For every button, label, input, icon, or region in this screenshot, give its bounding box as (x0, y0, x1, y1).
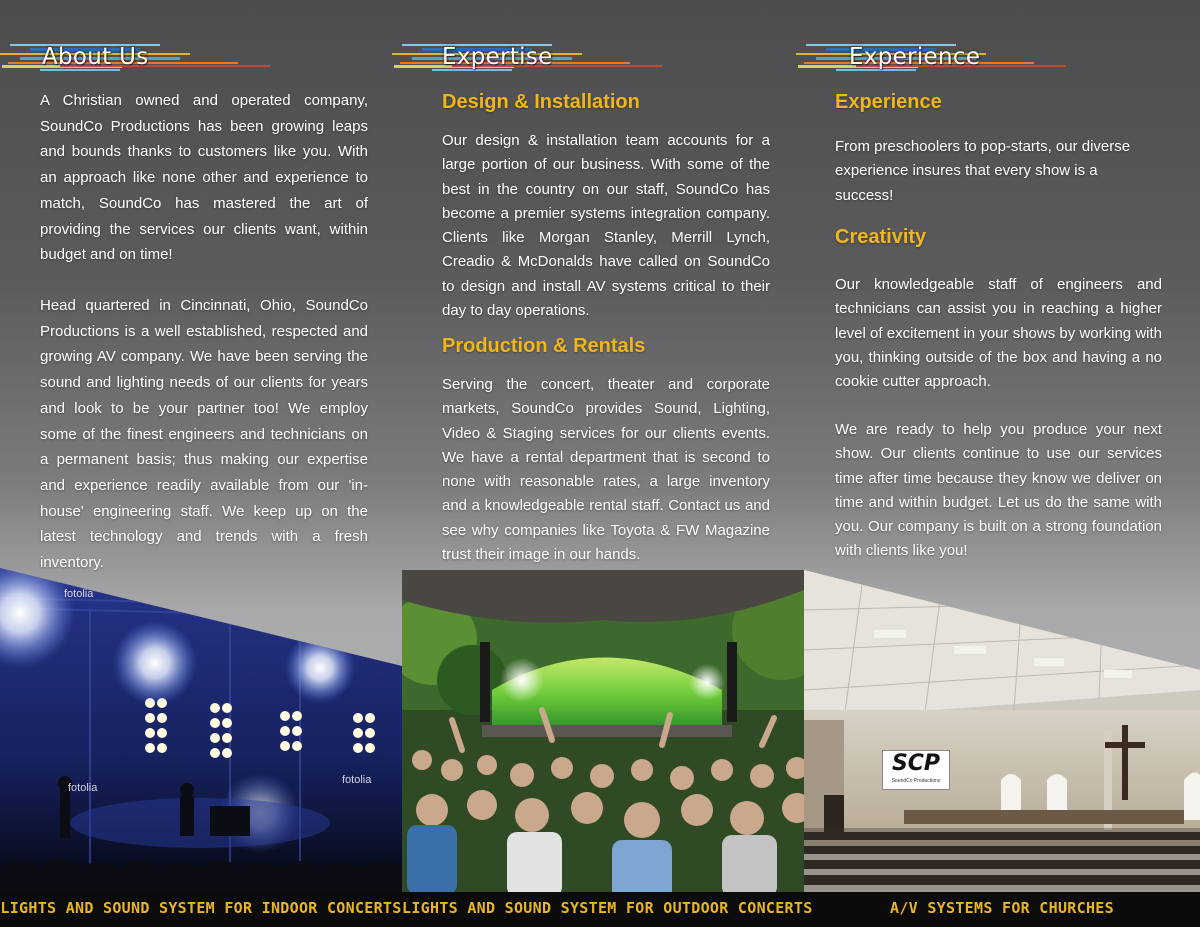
creativity-text: Our knowledgeable staff of engineers and technicians can assist you in reaching a higher level of excitement in your shows by working with you, thinking outside of the box and having a no cookie cutter approach. (835, 276, 1162, 391)
company-logo (882, 750, 950, 790)
church-caption: A/V SYSTEMS FOR CHURCHES (890, 899, 1114, 917)
watermark-text: fotolia (64, 588, 94, 600)
indoor-concert-photo (0, 568, 402, 892)
experience-title: Experience (849, 44, 981, 70)
church-photo (804, 570, 1200, 892)
watermark-text: fotolia (68, 782, 98, 794)
about-paragraph-1: A Christian owned and operated company, SoundCo Productions has been growing leaps and bounds thanks to customers like you. With an approach like none other and experience to match, SoundCo has mastered the art of providing the services our clients want, within budget and on time! (40, 92, 368, 264)
experience-header (796, 40, 1136, 80)
about-title: About Us (42, 44, 149, 70)
creativity-heading: Creativity (835, 226, 927, 248)
watermark-text: fotolia (342, 774, 372, 786)
outdoor-concert-photo (402, 570, 804, 892)
experience-heading: Experience (835, 91, 942, 113)
logo-subtext: SoundCo Productions (891, 778, 941, 784)
about-header (0, 40, 340, 80)
logo-mark: SCP (891, 751, 941, 776)
about-panel (0, 0, 402, 927)
experience-panel (804, 0, 1200, 927)
experience-text: From preschoolers to pop-starts, our diverse experience insures that every show is a success! (835, 138, 1131, 204)
closing-text: We are ready to help you produce your next show. Our clients continue to use our services time after time because they know we deliver on time and within budget. Let us do the same with you. Our company is built on a strong foundation with clients like you! (835, 421, 1162, 560)
production-heading: Production & Rentals (442, 335, 646, 357)
expertise-panel (402, 0, 813, 927)
about-paragraph-2: Head quartered in Cincinnati, Ohio, SoundCo Productions is a well established, respected and growing AV company. We have been serving the sound and lighting needs of our clients for years and look to be your partner too! We employ some of the finest engineers and technicians on a permanent basis; thus making our expertise and experience readily available from our 'in-house' engineering staff. We keep up on the latest technology and trends with a fresh inventory. (40, 297, 368, 572)
design-heading: Design & Installation (442, 91, 640, 113)
outdoor-caption: LIGHTS AND SOUND SYSTEM FOR OUTDOOR CONCERTS (402, 899, 813, 917)
expertise-title: Expertise (442, 44, 553, 70)
production-text: Serving the concert, theater and corporate markets, SoundCo provides Sound, Lighting, Video & Staging services for our clients events. We have a rental department that is second to none with reasonable rates, a large inventory and a knowledgeable rental staff. Contact us and see why companies like Toyota & FW Magazine trust their image in our hands. (442, 376, 770, 564)
expertise-header (392, 40, 732, 80)
design-text: Our design & installation team accounts for a large portion of our business. With some of the best in the country on our staff, SoundCo has become a premier systems integration company. Clients like Morgan Stanley, Merrill Lynch, Creadio & McDonalds have called on SoundCo to design and install AV systems critical to their day to day operations. (442, 132, 770, 320)
indoor-caption: LIGHTS AND SOUND SYSTEM FOR INDOOR CONCERTS (0, 899, 402, 917)
